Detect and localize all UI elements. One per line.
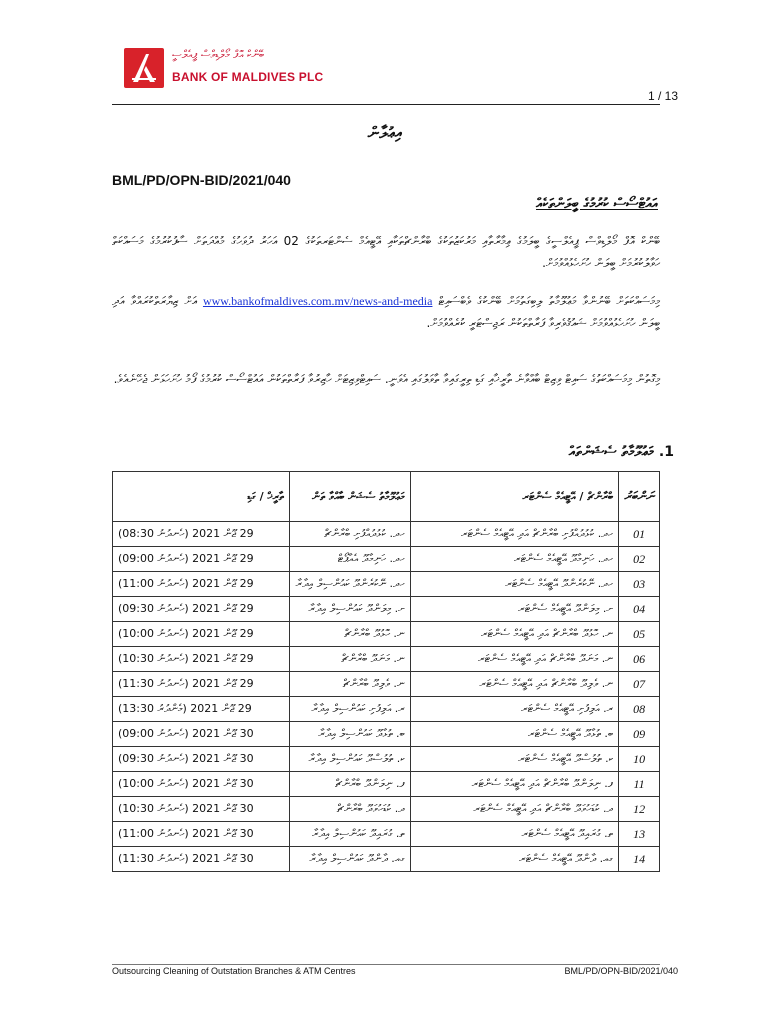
row-number: 07 <box>619 672 660 697</box>
row-venue: ނ. މަނަދޫ ބްރާންޗް އަދި އޭޓީއެމް ސެންޓަރ <box>410 647 618 672</box>
header-rule <box>112 104 660 105</box>
row-date: 29 ޖޫން 2021 (ހެނދުނު 08:30) <box>113 522 290 547</box>
row-date: 29 ޖޫން 2021 (މެންދުރު 13:30) <box>113 697 290 722</box>
row-venue: ނ. ހޮޅުދޫ ބްރާންޗް އަދި އޭޓީއެމް ސެންޓަރ <box>410 622 618 647</box>
row-location: ރ. އަލިފުށި ކައުންސިލް އިދާރާ <box>289 697 410 722</box>
table-row <box>113 822 660 847</box>
row-location: ނ. ވެލިދޫ ބްރާންޗް <box>289 672 410 697</box>
table-row <box>113 697 660 722</box>
row-number: 05 <box>619 622 660 647</box>
row-number: 08 <box>619 697 660 722</box>
row-number: 06 <box>619 647 660 672</box>
row-venue: ތ. ގުރައިދޫ އޭޓީއެމް ސެންޓަރ <box>410 822 618 847</box>
row-venue: ރ. އަލިފުށި އޭޓީއެމް ސެންޓަރ <box>410 697 618 722</box>
table-row <box>113 797 660 822</box>
row-location: ދ. ކުޑަހުވަދޫ ބްރާންޗް <box>289 797 410 822</box>
document-heading: އިޢުލާން <box>367 123 403 142</box>
paragraph-2-text: މިމަސައްކަތަށް ބޭނުންވާ މަޢުލޫމާތު ލިބިގަތުމަށް ބޭންކުގެ ވެބްސައިޓް <box>438 294 660 308</box>
table-row <box>113 547 660 572</box>
row-venue: ބ. ތުޅާދޫ އޭޓީއެމް ސެންޓަރ <box>410 722 618 747</box>
table-row <box>113 722 660 747</box>
row-date: 29 ޖޫން 2021 (ހެނދުނު 11:00) <box>113 572 290 597</box>
table-row <box>113 672 660 697</box>
paragraph-2-text-end: އަށް ޒިޔާރަތްކުރައްވާ އަދި ބީލަން ހުށަހެޅުއްވުމަށް ޝައުޤުވެރިވާ ފަރާތްތަކުން ރަޖިސްޓަރީ ކުރެއްވުމަށް. <box>112 294 660 330</box>
row-location: ނ. ހޮޅުދޫ ބްރާންޗް <box>289 622 410 647</box>
row-venue: ފ. ނިލަންދޫ ބްރާންޗް އަދި އޭޓީއެމް ސެންޓަރ <box>410 772 618 797</box>
table-row <box>113 647 660 672</box>
bml-logo-icon <box>124 48 164 88</box>
row-date: 29 ޖޫން 2021 (ހެނދުނު 09:30) <box>113 597 290 622</box>
footer-rule <box>112 964 660 965</box>
row-date: 29 ޖޫން 2021 (ހެނދުނު 10:00) <box>113 622 290 647</box>
row-date: 29 ޖޫން 2021 (ހެނދުނު 09:00) <box>113 547 290 572</box>
row-number: 14 <box>619 847 660 872</box>
row-location: ހދ. ކުޅުދުއްފުށި ބްރާންޗް <box>289 522 410 547</box>
row-location: ހދ. ނޭކުރެންދޫ ކައުންސިލް އިދާރާ <box>289 572 410 597</box>
row-number: 04 <box>619 597 660 622</box>
paragraph-1: ބޭންކް އޮފް މޯލްޑިވްސް ޕީއެލްސީގެ ބީލަމުގެ ޢިމާރާތާއި މަރުކަޒުތަކުގެ ބްރާންޗްތަކާއި އޭޓީއެމް ސެންޓަރތަކުގެ 02 އަހަރު ދުވަހުގެ މުއްދަތަށް ސާފުކުރުމުގެ މަސައްކަތް ހަވާލުކުރުމަށް ބީލަން ހުށަހެޅުއްވުމަށް. <box>112 234 660 270</box>
row-number: 02 <box>619 547 660 572</box>
footer-title: Outsourcing Cleaning of Outstation Branches & ATM Centres <box>112 966 356 976</box>
row-venue: ހދ. ކުޅުދުއްފުށި ބްރާންޗް އަދި އޭޓީއެމް ސެންޓަރ <box>410 522 618 547</box>
table-row <box>113 522 660 547</box>
row-venue: ހދ. ހަނިމާދޫ އޭޓީއެމް ސެންޓަރ <box>410 547 618 572</box>
row-location: ބ. ތުޅާދޫ ކައުންސިލް އިދާރާ <box>289 722 410 747</box>
table-row <box>113 772 660 797</box>
row-venue: ކ. ތުލުސްދޫ އޭޓީއެމް ސެންޓަރ <box>410 747 618 772</box>
table-header-row <box>113 472 660 522</box>
row-date: 29 ޖޫން 2021 (ހެނދުނު 11:30) <box>113 672 290 697</box>
subject-title: އައުޓްސޯސް ކުރުމުގެ ބީލަންތަކެއް <box>536 196 658 212</box>
row-number: 11 <box>619 772 660 797</box>
header-venue: ބްރާންޗް / އޭޓީއެމް ސެންޓަރ <box>410 472 618 522</box>
row-location: ނ. މަނަދޫ ބްރާންޗް <box>289 647 410 672</box>
row-venue: ދ. ކުޑަހުވަދޫ ބްރާންޗް އަދި އޭޓީއެމް ސެންޓަރ <box>410 797 618 822</box>
website-link[interactable]: www.bankofmaldives.com.mv/news-and-media <box>202 294 433 308</box>
footer-reference: BML/PD/OPN-BID/2021/040 <box>564 966 678 976</box>
row-location: ށ. މިލަންދޫ ކައުންސިލް އިދާރާ <box>289 597 410 622</box>
paragraph-2 <box>112 290 660 334</box>
header-number: ނަންބަރު <box>619 472 660 522</box>
row-venue: ށ. މިލަންދޫ އޭޓީއެމް ސެންޓަރ <box>410 597 618 622</box>
row-venue: ނ. ވެލިދޫ ބްރާންޗް އަދި އޭޓީއެމް ސެންޓަރ <box>410 672 618 697</box>
row-number: 09 <box>619 722 660 747</box>
table-row <box>113 747 660 772</box>
row-date: 30 ޖޫން 2021 (ހެނދުނު 09:00) <box>113 722 290 747</box>
bml-logo <box>124 44 324 96</box>
table-row <box>113 847 660 872</box>
row-date: 30 ޖޫން 2021 (ހެނދުނު 11:00) <box>113 822 290 847</box>
row-date: 30 ޖޫން 2021 (ހެނދުނު 09:30) <box>113 747 290 772</box>
table-row <box>113 572 660 597</box>
row-location: ތ. ގުރައިދޫ ކައުންސިލް އިދާރާ <box>289 822 410 847</box>
row-date: 30 ޖޫން 2021 (ހެނދުނު 10:30) <box>113 797 290 822</box>
section-heading: 1. މަޢުލޫމާތު ސެޝަންތައް <box>568 444 674 460</box>
row-location: ފ. ނިލަންދޫ ބްރާންޗް <box>289 772 410 797</box>
header-location: މަޢުލޫމާތު ސެޝަން ބާއްވާ ތަން <box>289 472 410 522</box>
row-location: ގއ. ދާންދޫ ކައުންސިލް އިދާރާ <box>289 847 410 872</box>
sessions-table <box>112 471 660 872</box>
row-venue: ހދ. ނޭކުރެންދޫ އޭޓީއެމް ސެންޓަރ <box>410 572 618 597</box>
header-date: ތާރީޚް / ގަޑި <box>113 472 290 522</box>
row-date: 29 ޖޫން 2021 (ހެނދުނު 10:30) <box>113 647 290 672</box>
row-date: 30 ޖޫން 2021 (ހެނދުނު 10:00) <box>113 772 290 797</box>
row-venue: ގއ. ދާންދޫ އޭޓީއެމް ސެންޓަރ <box>410 847 618 872</box>
table-row <box>113 597 660 622</box>
logo-dhivehi-text: ބޭންކް އޮފް މޯލްޑިވްސް ޕީއެލްސީ <box>172 48 265 61</box>
table-row <box>113 622 660 647</box>
row-location: ހދ. ހަނިމާދޫ އެއާޕޯޓް <box>289 547 410 572</box>
row-number: 13 <box>619 822 660 847</box>
row-number: 10 <box>619 747 660 772</box>
row-number: 01 <box>619 522 660 547</box>
logo-english-text: BANK OF MALDIVES PLC <box>172 70 324 84</box>
paragraph-3: މިގޮތުން މިމަސައްކަތުގެ ސައިޓް ވިޒިޓް ބާއްވާނެ ތާރީޚާއި ގަޑި ތިރީގައިވާ ތާވަލުގައި އެވަނީ. ސައިޓްވިޒިޓަށް ހާޒިރުވާ ފަރާތްތަކުން އައުޓްސޯސް ކުރުމުގެ ފޯމު ހުށަހަޅަން ޖެހޭނެއެވެ. <box>113 372 660 386</box>
page-number: 1 / 13 <box>647 89 678 103</box>
row-date: 30 ޖޫން 2021 (ހެނދުނު 11:30) <box>113 847 290 872</box>
row-number: 03 <box>619 572 660 597</box>
reference-number: BML/PD/OPN-BID/2021/040 <box>112 172 291 188</box>
row-number: 12 <box>619 797 660 822</box>
row-location: ކ. ތުލުސްދޫ ކައުންސިލް އިދާރާ <box>289 747 410 772</box>
